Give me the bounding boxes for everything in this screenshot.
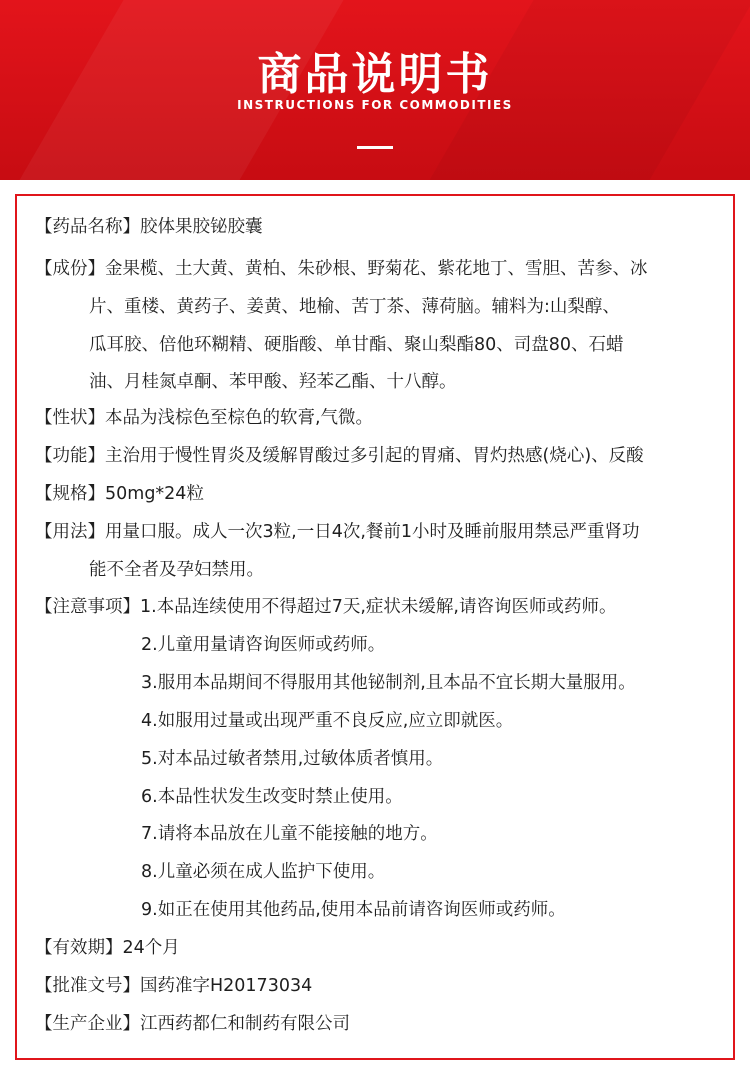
notes-line: 4.如服用过量或出现严重不良反应,应立即就医。 — [141, 711, 514, 731]
instructions-panel — [15, 194, 735, 1060]
notes-line: 5.对本品过敏者禁用,过敏体质者慎用。 — [141, 749, 444, 769]
title-divider — [357, 146, 393, 149]
notes-label: 【注意事项】 — [35, 597, 140, 617]
manufacturer-row — [35, 1014, 350, 1034]
notes-line: 3.服用本品期间不得服用其他铋制剂,且本品不宜长期大量服用。 — [141, 673, 636, 693]
notes-line: 7.请将本品放在儿童不能接触的地方。 — [141, 824, 438, 844]
notes-line: 2.儿童用量请咨询医师或药师。 — [141, 635, 386, 655]
spec-label: 【规格】 — [35, 484, 105, 504]
appearance-value: 本品为浅棕色至棕色的软膏,气微。 — [105, 408, 374, 428]
ingredients-row — [35, 259, 648, 279]
drug-name-row — [35, 217, 263, 237]
manufacturer-label: 【生产企业】 — [35, 1014, 140, 1034]
function-label: 【功能】 — [35, 446, 105, 466]
drug-name-value: 胶体果胶铋胶囊 — [140, 217, 263, 237]
usage-row — [35, 522, 640, 542]
notes-line: 9.如正在使用其他药品,使用本品前请咨询医师或药师。 — [141, 900, 566, 920]
notes-line: 6.本品性状发生改变时禁止使用。 — [141, 787, 403, 807]
validity-value: 24个月 — [122, 938, 180, 958]
function-value: 主治用于慢性胃炎及缓解胃酸过多引起的胃痛、胃灼热感(烧心)、反酸 — [105, 446, 644, 466]
spec-row — [35, 484, 204, 504]
ingredients-line: 瓜耳胶、倍他环糊精、硬脂酸、单甘酯、聚山梨酯80、司盘80、石蜡 — [89, 335, 624, 355]
header-banner — [0, 0, 750, 180]
notes-line: 1.本品连续使用不得超过7天,症状未缓解,请咨询医师或药师。 — [140, 597, 617, 617]
page-subtitle: INSTRUCTIONS FOR COMMODITIES — [237, 98, 513, 112]
approval-label: 【批准文号】 — [35, 976, 140, 996]
appearance-label: 【性状】 — [35, 408, 105, 428]
usage-line: 用量口服。成人一次3粒,一日4次,餐前1小时及睡前服用禁忌严重肾功 — [105, 522, 640, 542]
ingredients-line: 金果榄、土大黄、黄柏、朱砂根、野菊花、紫花地丁、雪胆、苦参、冰 — [105, 259, 648, 279]
usage-label: 【用法】 — [35, 522, 105, 542]
manufacturer-value: 江西药都仁和制药有限公司 — [140, 1014, 350, 1034]
notes-line: 8.儿童必须在成人监护下使用。 — [141, 862, 386, 882]
appearance-row — [35, 408, 373, 428]
usage-line: 能不全者及孕妇禁用。 — [89, 560, 264, 580]
validity-row — [35, 938, 180, 958]
approval-value: 国药准字H20173034 — [140, 976, 313, 996]
function-row — [35, 446, 644, 466]
validity-label: 【有效期】 — [35, 938, 123, 958]
ingredients-label: 【成份】 — [35, 259, 105, 279]
approval-row — [35, 976, 312, 996]
ingredients-line: 片、重楼、黄药子、姜黄、地榆、苦丁茶、薄荷脑。辅料为:山梨醇、 — [89, 297, 620, 317]
page-title: 商品说明书 — [257, 49, 493, 100]
spec-value: 50mg*24粒 — [105, 484, 204, 504]
drug-name-label: 【药品名称】 — [35, 217, 140, 237]
ingredients-line: 油、月桂氮卓酮、苯甲酸、羟苯乙酯、十八醇。 — [89, 372, 457, 392]
notes-row — [35, 597, 616, 617]
